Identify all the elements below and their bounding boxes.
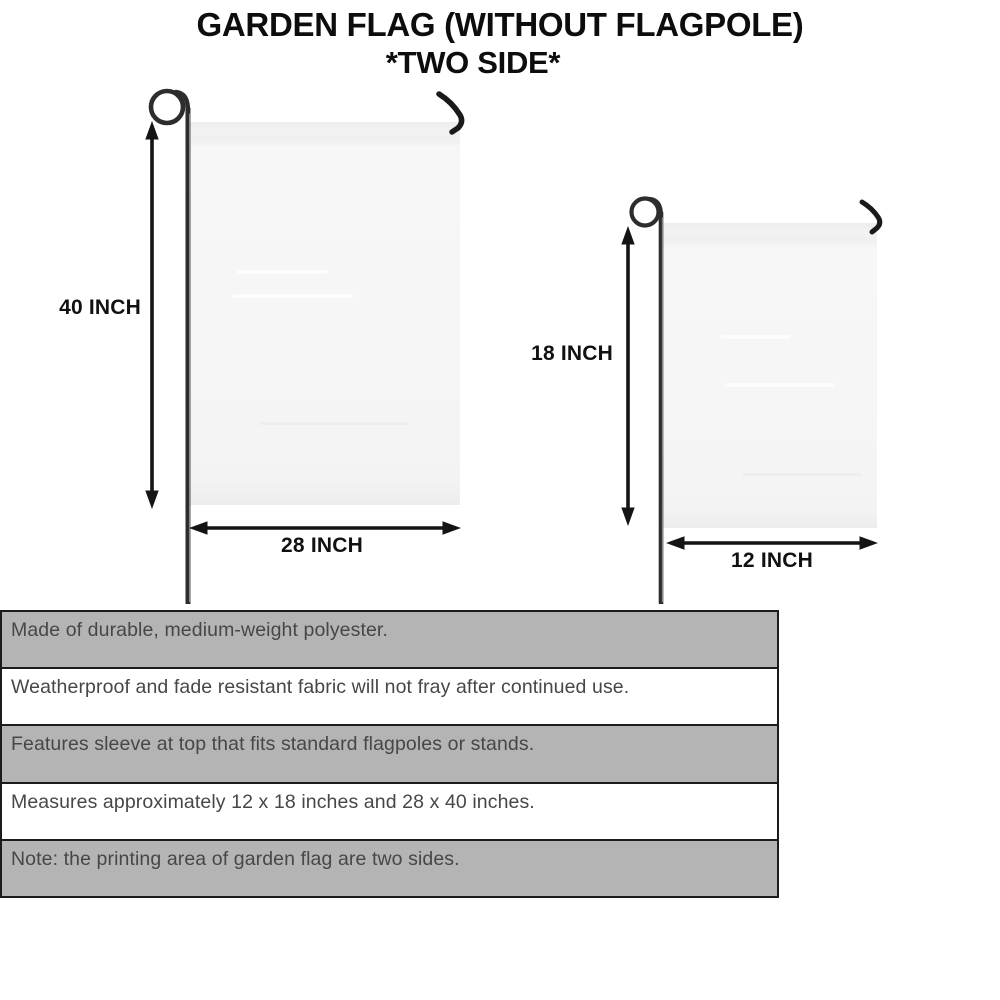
flag-hook-icon [862,202,880,232]
feature-row: Measures approximately 12 x 18 inches and 28 x 40 inches. [0,782,779,841]
features-table [0,610,779,898]
small-flag-width-label: 12 INCH [731,549,813,572]
small-flag-height-label: 18 INCH [531,342,613,365]
width-arrow-large [189,521,461,534]
feature-row: Features sleeve at top that fits standard flagpoles or stands. [0,724,779,783]
flagpole-large [151,91,190,604]
height-arrow-small [621,226,634,526]
height-arrow-large [145,121,158,509]
feature-row: Note: the printing area of garden flag are two sides. [0,839,779,898]
large-flag-width-label: 28 INCH [281,534,363,557]
page-title: GARDEN FLAG (WITHOUT FLAGPOLE) [196,6,804,43]
flagpole-small [632,199,663,605]
pole-loop-icon [151,91,183,123]
feature-row: Weatherproof and fade resistant fabric will not fray after continued use. [0,667,779,726]
width-arrow-small [666,536,878,549]
page-subtitle: *TWO SIDE* [385,45,561,80]
flag-hook-icon [439,94,462,132]
feature-row: Made of durable, medium-weight polyester. [0,610,779,669]
large-flag-height-label: 40 INCH [59,296,141,319]
